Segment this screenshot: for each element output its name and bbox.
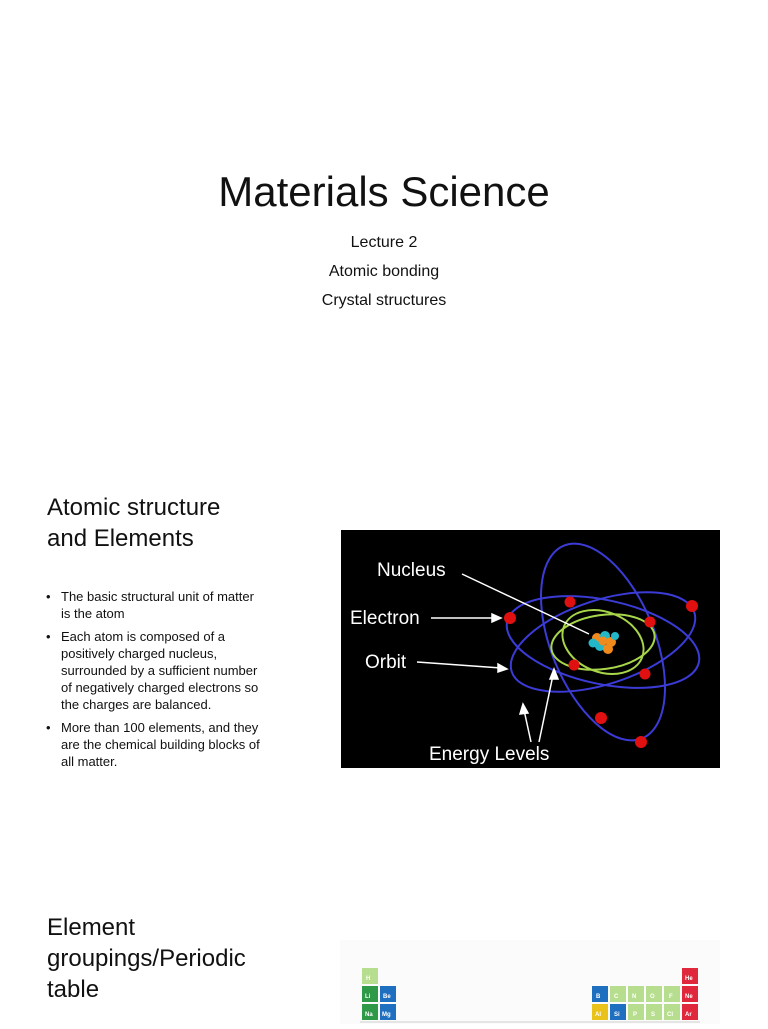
element-symbol: S: [651, 1012, 656, 1018]
arrowhead: [498, 664, 507, 672]
electron-dot: [645, 617, 656, 628]
element-symbol: Be: [383, 994, 391, 1000]
arrowhead: [492, 614, 501, 622]
subtitle-crystal: Crystal structures: [321, 292, 447, 309]
label-electron: Electron: [350, 608, 420, 629]
arrowhead: [550, 669, 558, 679]
electron-dot: [635, 736, 647, 748]
element-symbol: Ne: [685, 994, 693, 1000]
element-symbol: C: [614, 994, 619, 1000]
subtitle-bonding: Atomic bonding: [328, 263, 440, 280]
electron-dot: [504, 612, 516, 624]
subtitle-lecture: Lecture 2: [350, 234, 418, 251]
element-symbol: He: [685, 976, 693, 982]
heading-line: Atomic structure: [47, 494, 221, 521]
element-symbol: Li: [365, 994, 371, 1000]
electron-dot: [686, 600, 698, 612]
presentation-title: Materials Science: [218, 168, 550, 215]
pointer-line: [539, 675, 553, 742]
element-symbol: B: [596, 994, 601, 1000]
element-symbol: Mg: [382, 1012, 391, 1018]
electron-dot: [595, 712, 607, 724]
bullet-item: • The basic structural unit of matter is the atom: [44, 588, 266, 622]
element-symbol: F: [669, 994, 673, 1000]
subtitle-block: [0, 228, 768, 315]
atom-diagram: [341, 530, 720, 768]
element-symbol: Ar: [685, 1012, 692, 1018]
element-symbol: O: [650, 994, 655, 1000]
title-slide: [0, 0, 768, 440]
pointer-line: [524, 710, 531, 742]
periodic-table-image: [340, 940, 720, 1024]
label-orbit: Orbit: [365, 652, 407, 673]
atomic-structure-slide: [0, 470, 768, 830]
bullet-item: • More than 100 elements, and they are the chemical building blocks of all matter.: [44, 719, 266, 770]
slide-heading: [47, 492, 287, 554]
slide-heading: [47, 912, 277, 1005]
heading-line: and Elements: [47, 525, 194, 552]
arrowhead: [520, 704, 528, 714]
periodic-table-slide: [0, 900, 768, 1024]
label-nucleus: Nucleus: [377, 560, 446, 581]
element-symbol: Si: [614, 1012, 620, 1018]
electron-dot: [565, 597, 576, 608]
element-symbol: N: [632, 994, 637, 1000]
element-symbol: Cl: [667, 1012, 673, 1018]
electron-dot: [640, 669, 651, 680]
periodic-table-svg: [340, 940, 720, 1024]
bullet-item: • Each atom is composed of a positively charged nucleus, surrounded by a sufficient number of negatively charged electrons so the charges are balanced.: [44, 628, 266, 713]
heading-line: table: [47, 976, 100, 1003]
heading-line: Element: [47, 914, 136, 941]
nucleus: [589, 631, 620, 654]
element-symbol: H: [366, 976, 371, 982]
bullet-list: [44, 588, 266, 776]
heading-line: groupings/Periodic: [47, 945, 246, 972]
atom-diagram-svg: [341, 530, 720, 768]
element-symbol: Na: [365, 1012, 373, 1018]
pointer-line: [417, 662, 501, 668]
element-symbol: P: [633, 1012, 638, 1018]
electron-dot: [569, 660, 580, 671]
element-symbol: Al: [595, 1012, 601, 1018]
label-energy-levels: Energy Levels: [429, 744, 550, 765]
